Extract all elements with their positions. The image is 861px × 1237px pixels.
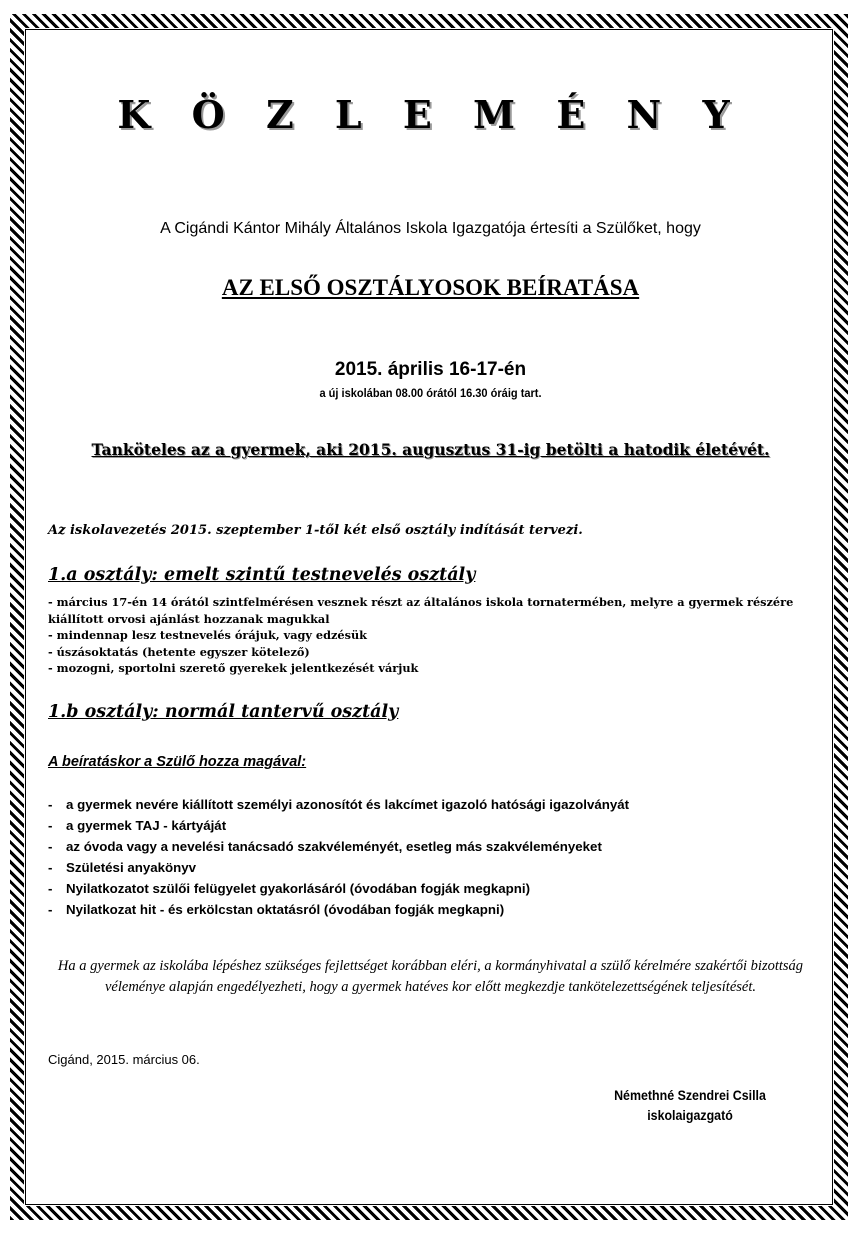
list-item: - úszásoktatás (hetente egyszer kötelező) [48, 644, 310, 659]
document-title: K Ö Z L E M É N Y [117, 92, 744, 137]
list-item: - Születési anyakönyv [48, 860, 197, 875]
plan-line: Az iskolavezetés 2015. szeptember 1-től két első osztály indítását tervezi. [48, 523, 583, 538]
list-item-text: a gyermek nevére kiállított személyi azonosítót és lakcímet igazoló hatósági igazolványát [66, 797, 630, 812]
class-a-heading: 1.a osztály: emelt szintű testnevelés osztály [48, 565, 476, 585]
bring-list [48, 794, 828, 920]
list-item-text: Nyilatkozatot szülői felügyelet gyakorlásáról (óvodában fogják megkapni) [66, 881, 531, 896]
list-item: - mozogni, sportolni szerető gyerekek jelentkezését várjuk [48, 661, 419, 675]
class-a-list [48, 594, 818, 677]
list-item: - Nyilatkozatot szülői felügyelet gyakorlásáról (óvodában fogják megkapni) [48, 881, 531, 896]
list-item: - az óvoda vagy a nevelési tanácsadó szakvéleményét, esetleg más szakvéleményeket [48, 839, 602, 854]
signer-role: iskolaigazgató [647, 1108, 733, 1123]
list-item: - Nyilatkozat hit - és erkölcstan oktatásról (óvodában fogják megkapni) [48, 902, 505, 917]
list-item: - a gyermek nevére kiállított személyi azonosítót és lakcímet igazoló hatósági igazolványát [48, 797, 630, 812]
class-b-heading: 1.b osztály: normál tantervű osztály [48, 702, 399, 722]
main-heading: AZ ELSŐ OSZTÁLYOSOK BEÍRATÁSA [221, 275, 640, 300]
enrollment-time: a új iskolában 08.00 órától 16.30 óráig tart. [319, 386, 542, 400]
enrollment-date: 2015. április 16-17-én [334, 359, 527, 380]
intro-text: A Cigándi Kántor Mihály Általános Iskola Igazgatója értesíti a Szülőket, hogy [160, 220, 701, 237]
bring-heading: A beíratáskor a Szülő hozza magával: [48, 754, 307, 770]
list-item: - március 17-én 14 órától szintfelmérésen vesznek részt az általános iskola tornatermében, melyre a gyermek részére kiállított orvosi ajánlást hozzanak magukkal [48, 595, 794, 626]
list-item-text: Születési anyakönyv [66, 860, 197, 875]
list-item-text: a gyermek TAJ - kártyáját [66, 818, 227, 833]
early-start-note: Ha a gyermek az iskolába lépéshez szükséges fejlettséget korábban eléri, a kormányhivatal a szülő kérelmére szakértői bizottság véleménye alapján engedélyezheti, hogy a gyermek hatéves kor előtt megkezdje tankötelezettségének teljesítését. [57, 958, 804, 995]
list-item: - a gyermek TAJ - kártyáját [48, 818, 227, 833]
list-item-text: az óvoda vagy a nevelési tanácsadó szakvéleményét, esetleg más szakvéleményeket [66, 839, 602, 854]
signer-name: Némethné Szendrei Csilla [614, 1088, 766, 1103]
signature-block [570, 1086, 809, 1126]
list-item: - mindennap lesz testnevelés órájuk, vagy edzésük [48, 628, 368, 642]
age-rule: Tanköteles az a gyermek, aki 2015. augusztus 31-ig betölti a hatodik életévét. [91, 440, 770, 459]
place-date: Cigánd, 2015. március 06. [48, 1052, 200, 1067]
list-item-text: Nyilatkozat hit - és erkölcstan oktatásról (óvodában fogják megkapni) [66, 902, 505, 917]
